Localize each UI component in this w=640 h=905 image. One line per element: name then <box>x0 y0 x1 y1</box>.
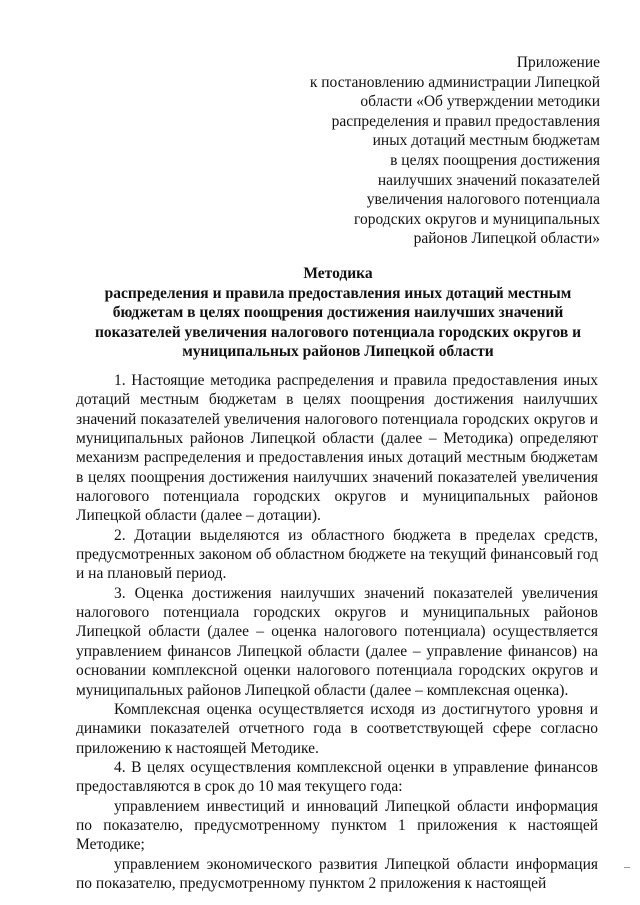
appendix-line: к постановлению администрации Липецкой <box>309 73 600 91</box>
document-title <box>60 264 616 362</box>
document-body <box>76 371 598 893</box>
appendix-line: районов Липецкой области» <box>413 230 600 248</box>
appendix-header <box>270 53 600 249</box>
paragraph-3-continued: Комплексная оценка осуществляется исходя из достигнутого уровня и динамики показателей отчетного года в соответствующей сфере согласно приложению к настоящей Методике. <box>76 700 598 757</box>
appendix-line: увеличения налогового потенциала <box>366 191 600 209</box>
appendix-line: в целях поощрения достижения <box>390 151 600 169</box>
paragraph-1: 1. Настоящие методика распределения и правила предоставления иных дотаций местным бюджетам в целях поощрения достижения наилучших значений показателей увеличения налогового потенциала городских округов и муниципальных районов Липецкой области (далее – Методика) определяют механизм распределения и предоставления иных дотаций местным бюджетам в целях поощрения достижения наилучших значений показателей увеличения налогового потенциала городских округов и муниципальных районов Липецкой области (далее – дотации). <box>76 372 598 525</box>
paragraph-4-item-2: управлением экономического развития Липецкой области информация по показателю, предусмотренному пунктом 2 приложения к настоящей <box>76 855 598 892</box>
paragraph-4-item-1: управлением инвестиций и инноваций Липецкой области информация по показателю, предусмотренному пунктом 1 приложения к настоящей Методике; <box>76 797 598 854</box>
title-line: распределения и правила предоставления иных дотаций местным <box>104 284 572 302</box>
appendix-line: иных дотаций местным бюджетам <box>372 132 600 150</box>
title-heading: Методика <box>303 265 373 282</box>
appendix-line: наилучших значений показателей <box>377 171 600 189</box>
appendix-line: городских округов и муниципальных <box>354 210 600 228</box>
appendix-line: Приложение <box>516 54 600 71</box>
scan-mark <box>624 867 630 868</box>
title-line: муниципальных районов Липецкой области <box>182 343 494 361</box>
paragraph-2: 2. Дотации выделяются из областного бюджета в пределах средств, предусмотренных законом об областном бюджете на текущий финансовый год и на плановый период. <box>76 526 598 583</box>
paragraph-4: 4. В целях осуществления комплексной оценки в управление финансов предоставляются в срок до 10 мая текущего года: <box>76 758 598 796</box>
title-line: бюджетам в целях поощрения достижения наилучших значений <box>112 304 564 322</box>
title-line: показателей увеличения налогового потенциала городских округов и <box>94 323 582 341</box>
appendix-line: распределения и правил предоставления <box>331 112 600 130</box>
paragraph-3: 3. Оценка достижения наилучших значений показателей увеличения налогового потенциала городских округов и муниципальных районов Липецкой области (далее – оценка налогового потенциала) осуществляется управлением финансов Липецкой области (далее – управление финансов) на основании комплексной оценки налогового потенциала городских округов и муниципальных районов Липецкой области (далее – комплексная оценка). <box>76 584 598 699</box>
appendix-line: области «Об утверждении методики <box>360 93 600 111</box>
